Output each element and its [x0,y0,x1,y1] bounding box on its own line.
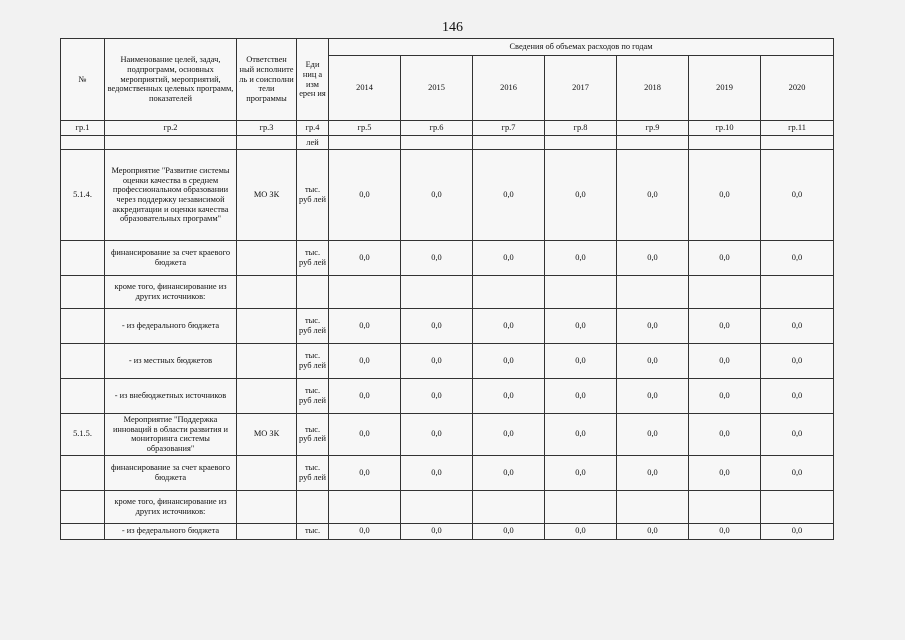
budget-table [60,38,834,540]
row-value [689,276,761,309]
row-value: 0,0 [689,455,761,490]
row-value: 0,0 [689,379,761,414]
column-number-row [61,121,834,136]
row-value [617,490,689,523]
row-name: кроме того, финансирование из других источников: [105,490,237,523]
row-unit: лей [297,136,329,150]
row-unit: тыс. руб лей [297,414,329,456]
row-value [329,276,401,309]
table-row [61,414,834,456]
column-number: гр.11 [761,121,834,136]
row-value: 0,0 [401,241,473,276]
row-value [545,276,617,309]
row-value: 0,0 [329,523,401,539]
row-value: 0,0 [401,455,473,490]
table-row [61,150,834,241]
row-value: 0,0 [329,379,401,414]
row-value: 0,0 [473,455,545,490]
row-value [689,490,761,523]
row-value [473,136,545,150]
row-value [473,490,545,523]
column-number: гр.5 [329,121,401,136]
header-number: № [61,39,105,121]
row-number [61,276,105,309]
table-row [61,309,834,344]
row-responsible: МО ЗК [237,414,297,456]
row-value [401,136,473,150]
row-value: 0,0 [473,414,545,456]
row-value: 0,0 [761,344,834,379]
row-value: 0,0 [761,309,834,344]
row-value [617,136,689,150]
row-value: 0,0 [545,309,617,344]
row-value: 0,0 [473,379,545,414]
row-responsible [237,136,297,150]
row-value: 0,0 [329,414,401,456]
column-number: гр.7 [473,121,545,136]
row-number [61,379,105,414]
row-unit [297,276,329,309]
row-name: кроме того, финансирование из других источников: [105,276,237,309]
row-number [61,455,105,490]
column-number: гр.2 [105,121,237,136]
row-value [401,490,473,523]
row-value [401,276,473,309]
row-value: 0,0 [473,344,545,379]
row-value [689,136,761,150]
row-value: 0,0 [401,523,473,539]
row-value: 0,0 [617,309,689,344]
row-value: 0,0 [545,150,617,241]
table-row [61,136,834,150]
row-value: 0,0 [761,414,834,456]
row-value [617,276,689,309]
header-responsible: Ответствен ный исполните ль и соисполни тели программы [237,39,297,121]
table-row [61,276,834,309]
row-number [61,344,105,379]
row-value: 0,0 [689,414,761,456]
row-name: Мероприятие "Развитие системы оценки качества в среднем профессиональном образовании через поддержку независимой аккредитации и оценки качества образовательных программ" [105,150,237,241]
row-value: 0,0 [761,241,834,276]
row-value: 0,0 [329,241,401,276]
row-responsible [237,241,297,276]
header-year: 2016 [473,56,545,121]
row-value [329,490,401,523]
header-year: 2018 [617,56,689,121]
row-value: 0,0 [545,414,617,456]
row-value: 0,0 [689,150,761,241]
row-value: 0,0 [545,455,617,490]
row-value [545,490,617,523]
table-row [61,241,834,276]
row-value: 0,0 [617,344,689,379]
row-value [761,276,834,309]
row-number [61,490,105,523]
column-number: гр.8 [545,121,617,136]
row-value: 0,0 [617,414,689,456]
row-unit [297,490,329,523]
row-number: 5.1.5. [61,414,105,456]
row-value: 0,0 [401,150,473,241]
row-value: 0,0 [545,379,617,414]
column-number: гр.9 [617,121,689,136]
header-unit: Еди ниц а изм ерен ия [297,39,329,121]
row-value [329,136,401,150]
column-number: гр.3 [237,121,297,136]
row-value: 0,0 [689,241,761,276]
row-responsible [237,309,297,344]
row-responsible [237,490,297,523]
row-value: 0,0 [617,241,689,276]
row-value: 0,0 [329,309,401,344]
row-value: 0,0 [761,379,834,414]
row-value: 0,0 [761,523,834,539]
row-value: 0,0 [545,241,617,276]
row-unit: тыс. [297,523,329,539]
table-row [61,490,834,523]
row-unit: тыс. руб лей [297,309,329,344]
row-value [473,276,545,309]
table-row [61,455,834,490]
row-name: - из федерального бюджета [105,309,237,344]
header-name: Наименование целей, задач, подпрограмм, основных мероприятий, мероприятий, ведомственных целевых программ, показателей [105,39,237,121]
row-value: 0,0 [329,455,401,490]
row-value: 0,0 [617,379,689,414]
row-name: - из местных бюджетов [105,344,237,379]
page-number: 146 [442,20,463,35]
row-value: 0,0 [689,523,761,539]
row-unit: тыс. руб лей [297,241,329,276]
row-responsible [237,344,297,379]
row-value: 0,0 [617,455,689,490]
row-responsible: МО ЗК [237,150,297,241]
row-name: Мероприятие "Поддержка инноваций в области развития и мониторинга системы образования" [105,414,237,456]
row-value: 0,0 [401,309,473,344]
row-value: 0,0 [401,344,473,379]
row-value: 0,0 [617,523,689,539]
header-year: 2014 [329,56,401,121]
table-row [61,379,834,414]
row-name: - из федерального бюджета [105,523,237,539]
row-value: 0,0 [545,344,617,379]
row-value: 0,0 [401,379,473,414]
row-value [545,136,617,150]
row-responsible [237,276,297,309]
column-number: гр.6 [401,121,473,136]
row-responsible [237,523,297,539]
row-unit: тыс. руб лей [297,455,329,490]
header-year: 2015 [401,56,473,121]
row-unit: тыс. руб лей [297,379,329,414]
row-number [61,241,105,276]
header-year: 2019 [689,56,761,121]
row-value: 0,0 [473,150,545,241]
row-responsible [237,379,297,414]
row-value [761,136,834,150]
row-name: - из внебюджетных источников [105,379,237,414]
row-number [61,136,105,150]
row-name: финансирование за счет краевого бюджета [105,455,237,490]
column-number: гр.10 [689,121,761,136]
header-expenses: Сведения об объемах расходов по годам [329,39,834,56]
row-number [61,309,105,344]
row-unit: тыс. руб лей [297,344,329,379]
row-number [61,523,105,539]
column-number: гр.1 [61,121,105,136]
row-value: 0,0 [689,344,761,379]
column-number: гр.4 [297,121,329,136]
row-name: финансирование за счет краевого бюджета [105,241,237,276]
row-value: 0,0 [329,344,401,379]
header-year: 2017 [545,56,617,121]
row-value: 0,0 [401,414,473,456]
header-year: 2020 [761,56,834,121]
row-value: 0,0 [689,309,761,344]
row-value [761,490,834,523]
row-value: 0,0 [761,150,834,241]
row-value: 0,0 [473,241,545,276]
row-value: 0,0 [617,150,689,241]
table-row [61,523,834,539]
row-responsible [237,455,297,490]
row-number: 5.1.4. [61,150,105,241]
row-value: 0,0 [761,455,834,490]
row-name [105,136,237,150]
row-value: 0,0 [545,523,617,539]
row-value: 0,0 [473,523,545,539]
row-value: 0,0 [329,150,401,241]
row-unit: тыс. руб лей [297,150,329,241]
row-value: 0,0 [473,309,545,344]
table-row [61,344,834,379]
